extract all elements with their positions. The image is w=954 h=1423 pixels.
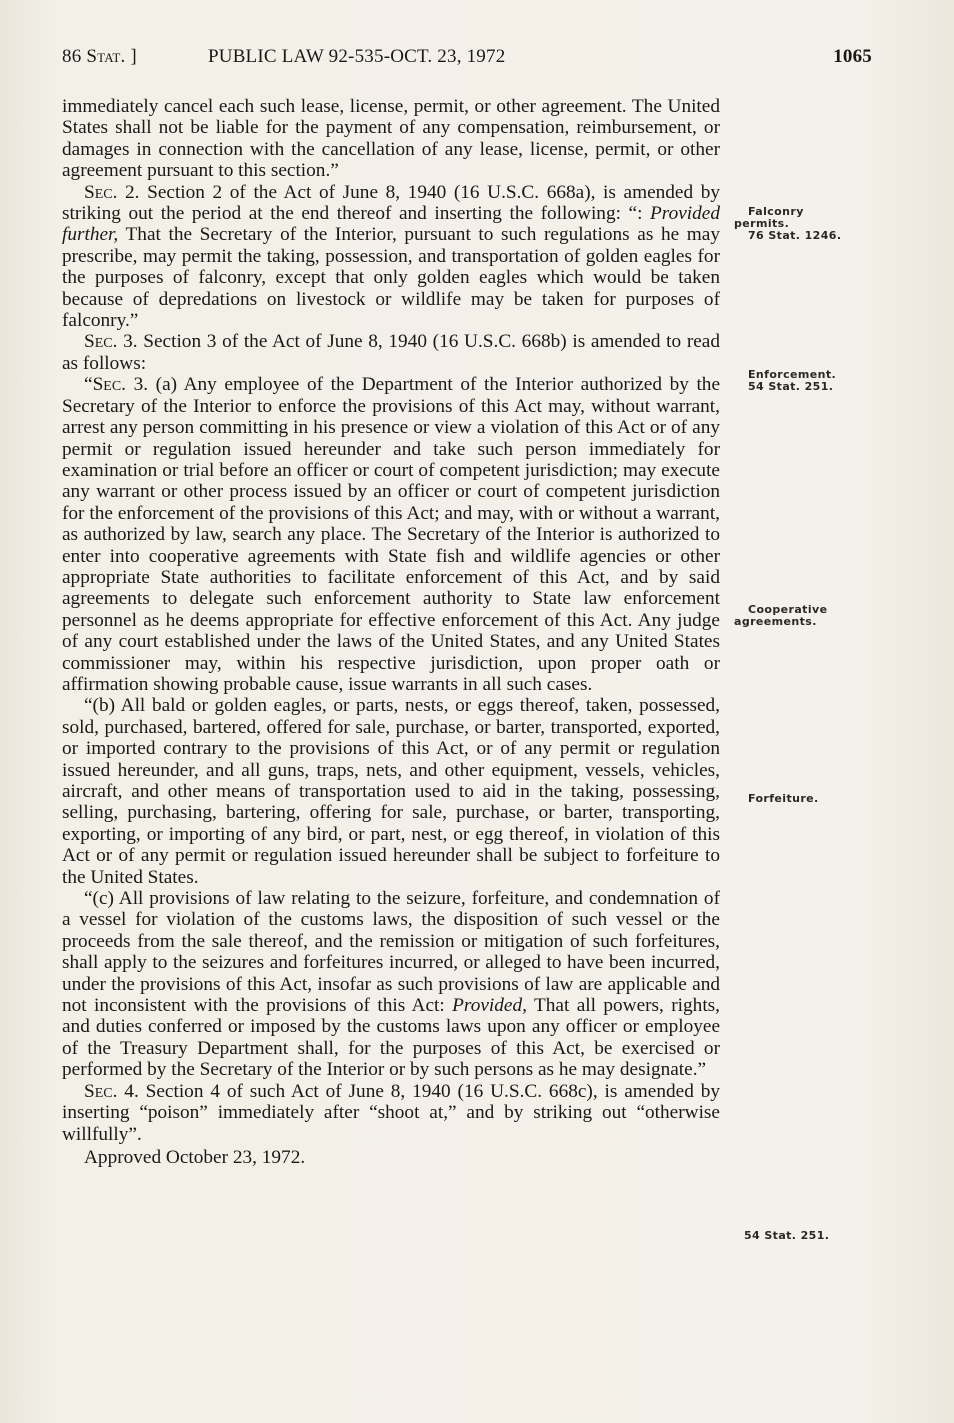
section-2-proviso: Provided further, [62, 203, 720, 246]
section-4-text: Section 4 of such Act of June 8, 1940 (16 U.S.C. 668c), is amended by inserting “poison” immediately after “shoot at,” and by striking out “otherwise willfully”. [62, 1080, 720, 1145]
section-2-text-a: Section 2 of the Act of June 8, 1940 (16 U.S.C. 668a), is amended by striking out the period at the end thereof and inserting the following: “: [62, 181, 720, 225]
body-text [62, 96, 720, 1168]
section-3-text: Section 3 of the Act of June 8, 1940 (16 U.S.C. 668b) is amended to read as follows: [62, 331, 721, 374]
page-header [62, 46, 872, 74]
margin-note-cooperative-sub: agreements. [734, 615, 817, 628]
margin-note-enforcement [748, 369, 858, 393]
section-3b: “(b) All bald or golden eagles, or parts, nests, or eggs thereof, taken, possessed, sold, purchased, bartered, offered for sale, purchase, or barter, transported, exported, or imported contrary to the provisions of this Act, or of any permit or regulation issued hereunder, and all guns, traps, nets, and other equipment, vessels, vehicles, aircraft, and other means of transportation used to aid in the taking, possessing, selling, purchasing, bartering, offering for sale, purchase, or barter, transporting, exporting, or importing of any bird, or part, nest, or egg thereof, in violation of this Act or of any permit or regulation issued hereunder shall be subject to forfeiture to the United States. [62, 695, 720, 888]
section-4 [62, 1081, 720, 1145]
section-3a [62, 374, 720, 695]
section-3a-label: Sec. 3. [92, 374, 149, 396]
margin-note-54-stat: 54 Stat. 251. [744, 1229, 830, 1242]
margin-note-cooperative [734, 604, 864, 628]
section-3c-text-b: That all powers, rights, and duties conferred or imposed by the customs laws upon any officer or employee of the Treasury Department shall, for the purposes of this Act, be exercised or performed by the Secretary of the Interior or by such persons as he may designate.” [62, 995, 720, 1081]
section-3a-quote: “ [84, 374, 93, 396]
margin-note-falconry-sub: permits. [734, 217, 790, 230]
margin-note-enforcement-title: Enforcement. [748, 368, 837, 381]
margin-note-cooperative-title: Cooperative [748, 603, 828, 616]
section-4-label: Sec. 4. [84, 1080, 139, 1102]
margin-note-falconry [734, 206, 864, 242]
approval-line: Approved October 23, 1972. [84, 1146, 306, 1168]
margin-note-forfeiture: Forfeiture. [748, 792, 819, 805]
section-2-label: Sec. 2. [84, 181, 140, 203]
section-3c-text-a: “(c) All provisions of law relating to the seizure, forfeiture, and condemnation of a vessel for violation of the customs laws, the disposition of such vessel or the proceeds from the sale thereof, and the remission or mitigation of such forfeitures, shall apply to the seizures and forfeitures incurred, or alleged to have been incurred, under the provisions of this Act, insofar as such provisions of law are applicable and not inconsistent with the provisions of this Act: [62, 888, 720, 1017]
margin-note-enforcement-cite: 54 Stat. 251. [748, 380, 834, 393]
section-2 [62, 182, 720, 332]
section-3 [62, 331, 720, 374]
section-3-label: Sec. 3. [84, 331, 138, 353]
section-3c-proviso: Provided, [452, 995, 527, 1017]
paragraph-continuation: immediately cancel each such lease, license, permit, or other agreement. The United States shall not be liable for the payment of any compensation, reimbursement, or damages in connection with the cancellation of any lease, license, permit, or other agreement pursuant to this section.” [62, 96, 720, 182]
page-number: 1065 [833, 46, 872, 67]
section-2-text-b: That the Secretary of the Interior, pursuant to such regulations as he may prescribe, may permit the taking, possession, and transportation of golden eagles for the purposes of falconry, except that only golden eagles which would be taken because of depredations on livestock or wildlife may be taken for purposes of falconry.” [62, 224, 720, 332]
section-3c [62, 888, 720, 1081]
margin-note-falconry-cite: 76 Stat. 1246. [748, 229, 842, 242]
statute-volume: 86 Stat. ] [62, 46, 137, 67]
section-3a-text: (a) Any employee of the Department of the Interior authorized by the Secretary of the Interior to enforce the provisions of this Act may, without warrant, arrest any person committing in his presence or view a violation of this Act or of any permit or regulation issued hereunder and take such person immediately for examination or trial before an officer or court of competent jurisdiction; may execute any warrant or other process issued by an officer or court of competent jurisdiction for the enforcement of the provisions of this Act; and may, with or without a warrant, as authorized by law, search any place. The Secretary of the Interior is authorized to enter into cooperative agreements with State fish and wildlife agencies or other appropriate State authorities to facilitate enforcement of this Act, and by said agreements to delegate such enforcement authority to State law enforcement personnel as he deems appropriate for effective enforcement of this Act. Any judge of any court established under the laws of the United States, and any United States commissioner may, within his respective jurisdiction, upon proper oath or affirmation showing probable cause, issue warrants in all such cases. [62, 374, 720, 695]
running-title: PUBLIC LAW 92-535-OCT. 23, 1972 [208, 46, 506, 67]
margin-note-falconry-title: Falconry [748, 205, 804, 218]
